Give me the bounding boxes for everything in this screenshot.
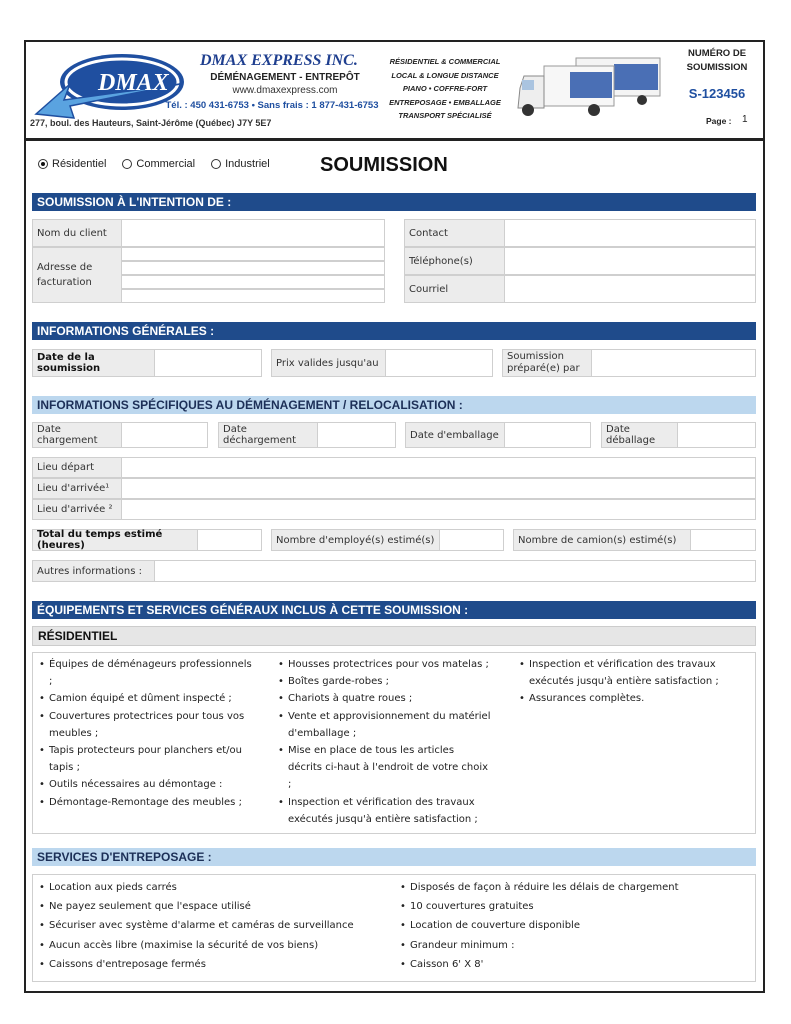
departure-field[interactable] xyxy=(121,457,756,478)
quote-number-label: NUMÉRO DE SOUMISSION xyxy=(686,48,748,73)
list-item: • Mise en place de tous les articles décrits ci-haut à l'endroit de votre choix ; xyxy=(276,742,491,794)
other-info-field[interactable] xyxy=(154,560,756,582)
arrival2-field[interactable] xyxy=(121,499,756,520)
list-item: • Démontage-Remontage des meubles ; xyxy=(37,794,252,811)
section-general-title: INFORMATIONS GÉNÉRALES : xyxy=(32,322,756,340)
valid-until-field[interactable] xyxy=(385,349,493,377)
list-item: • Location de couverture disponible xyxy=(398,916,738,935)
storage-list-col2 xyxy=(398,878,738,974)
unpack-date-label: Date déballage xyxy=(601,422,678,448)
billing-address-line[interactable] xyxy=(121,275,385,289)
radio-button-icon[interactable] xyxy=(122,159,132,169)
prepared-by-field[interactable] xyxy=(591,349,756,377)
page-label: Page : xyxy=(706,116,732,126)
storage-list-col1 xyxy=(37,878,377,974)
list-item: • Couvertures protectrices pour tous vos meubles ; xyxy=(37,708,252,742)
section-equipment-title: ÉQUIPEMENTS ET SERVICES GÉNÉRAUX INCLUS À CETTE SOUMISSION : xyxy=(32,601,756,619)
service-line: LOCAL & LONGUE DISTANCE xyxy=(391,70,499,80)
list-item: • Équipes de déménageurs professionnels ; xyxy=(37,656,252,690)
billing-address-line[interactable] xyxy=(121,247,385,261)
list-item: • Tapis protecteurs pour planchers et/ou tapis ; xyxy=(37,742,252,776)
billing-address-label: Adresse de facturation xyxy=(32,247,122,303)
billing-address-line[interactable] xyxy=(121,261,385,275)
equipment-list-col3 xyxy=(517,656,732,708)
list-item: • Chariots à quatre roues ; xyxy=(276,690,491,707)
prepared-by-label: Soumission préparé(e) par xyxy=(502,349,592,377)
residential-subtitle: RÉSIDENTIEL xyxy=(32,626,756,646)
departure-label: Lieu départ xyxy=(32,457,122,478)
list-item: • Housses protectrices pour vos matelas ; xyxy=(276,656,491,673)
pack-date-field[interactable] xyxy=(504,422,591,448)
radio-button-icon[interactable] xyxy=(211,159,221,169)
radio-button-icon[interactable] xyxy=(38,159,48,169)
email-field[interactable] xyxy=(504,275,756,303)
unpack-date-field[interactable] xyxy=(677,422,756,448)
page-number: 1 xyxy=(742,114,748,125)
list-item: • Boîtes garde-robes ; xyxy=(276,673,491,690)
contact-field[interactable] xyxy=(504,219,756,247)
document-title: SOUMISSION xyxy=(320,154,448,176)
radio-label: Industriel xyxy=(225,158,270,170)
service-line: ENTREPOSAGE • EMBALLAGE xyxy=(389,97,501,107)
valid-until-label: Prix valides jusqu'au xyxy=(271,349,386,377)
section-client-title: SOUMISSION À L'INTENTION DE : xyxy=(32,193,756,211)
load-date-field[interactable] xyxy=(121,422,208,448)
section-storage-title: SERVICES D'ENTREPOSAGE : xyxy=(32,848,756,866)
company-address: 277, boul. des Hauteurs, Saint-Jérôme (Québec) J7Y 5E7 xyxy=(30,118,272,128)
total-time-label: Total du temps estimé (heures) xyxy=(32,529,198,551)
client-name-field[interactable] xyxy=(121,219,385,247)
company-name: DMAX EXPRESS INC. xyxy=(200,52,358,69)
contact-label: Contact xyxy=(404,219,505,247)
unload-date-label: Date déchargement xyxy=(218,422,318,448)
list-item: • Assurances complètes. xyxy=(517,690,732,707)
list-item: • Inspection et vérification des travaux exécutés jusqu'à entière satisfaction ; xyxy=(276,794,491,828)
radio-label: Résidentiel xyxy=(52,158,107,170)
logo-text: DMAX xyxy=(98,70,169,96)
list-item: • Inspection et vérification des travaux exécutés jusqu'à entière satisfaction ; xyxy=(517,656,732,690)
phone-label: Téléphone(s) xyxy=(404,247,505,275)
services-list xyxy=(385,55,505,123)
section-move-title: INFORMATIONS SPÉCIFIQUES AU DÉMÉNAGEMENT / RELOCALISATION : xyxy=(32,396,756,414)
equipment-list-col1 xyxy=(37,656,252,811)
employees-label: Nombre d'employé(s) estimé(s) xyxy=(271,529,440,551)
list-item: • Outils nécessaires au démontage : xyxy=(37,776,252,793)
company-website[interactable]: www.dmaxexpress.com xyxy=(232,85,338,96)
type-options xyxy=(38,158,270,170)
arrival1-field[interactable] xyxy=(121,478,756,499)
radio-commercial[interactable] xyxy=(122,158,195,170)
list-item: • Grandeur minimum : xyxy=(398,936,738,955)
list-item: • Disposés de façon à réduire les délais de chargement xyxy=(398,878,738,897)
service-line: RÉSIDENTIEL & COMMERCIAL xyxy=(389,57,501,66)
client-name-label: Nom du client xyxy=(32,219,122,247)
equipment-list-col2 xyxy=(276,656,491,828)
list-item: • Sécuriser avec système d'alarme et caméras de surveillance xyxy=(37,916,377,935)
arrival1-label: Lieu d'arrivée¹ xyxy=(32,478,122,499)
pack-date-label: Date d'emballage xyxy=(405,422,505,448)
list-item: • Caisson 6' X 8' xyxy=(398,955,738,974)
trucks-image xyxy=(514,52,664,122)
other-info-label: Autres informations : xyxy=(32,560,155,582)
quote-date-label: Date de la soumission xyxy=(32,349,155,377)
service-line: TRANSPORT SPÉCIALISÉ xyxy=(398,111,492,121)
billing-address-line[interactable] xyxy=(121,289,385,303)
list-item: • 10 couvertures gratuites xyxy=(398,897,738,916)
trucks-field[interactable] xyxy=(690,529,756,551)
load-date-label: Date chargement xyxy=(32,422,122,448)
quote-number: S-123456 xyxy=(688,86,746,101)
header-separator xyxy=(26,138,763,141)
service-line: PIANO • COFFRE-FORT xyxy=(402,84,488,94)
list-item: • Vente et approvisionnement du matériel d'emballage ; xyxy=(276,708,491,742)
trucks-label: Nombre de camion(s) estimé(s) xyxy=(513,529,691,551)
unload-date-field[interactable] xyxy=(317,422,396,448)
company-tagline: DÉMÉNAGEMENT - ENTREPÔT xyxy=(210,72,360,83)
list-item: • Camion équipé et dûment inspecté ; xyxy=(37,690,252,707)
company-phone: Tél. : 450 431-6753 • Sans frais : 1 877-431-6753 xyxy=(165,100,379,111)
radio-residentiel[interactable] xyxy=(38,158,106,170)
list-item: • Caissons d'entreposage fermés xyxy=(37,955,377,974)
arrival2-label: Lieu d'arrivée ² xyxy=(32,499,122,520)
list-item: • Location aux pieds carrés xyxy=(37,878,377,897)
list-item: • Ne payez seulement que l'espace utilisé xyxy=(37,897,377,916)
quote-date-field[interactable] xyxy=(154,349,262,377)
radio-label: Commercial xyxy=(136,158,196,170)
employees-field[interactable] xyxy=(439,529,504,551)
total-time-field[interactable] xyxy=(197,529,262,551)
phone-field[interactable] xyxy=(504,247,756,275)
radio-industriel[interactable] xyxy=(211,158,270,170)
email-label: Courriel xyxy=(404,275,505,303)
list-item: • Aucun accès libre (maximise la sécurité de vos biens) xyxy=(37,936,377,955)
